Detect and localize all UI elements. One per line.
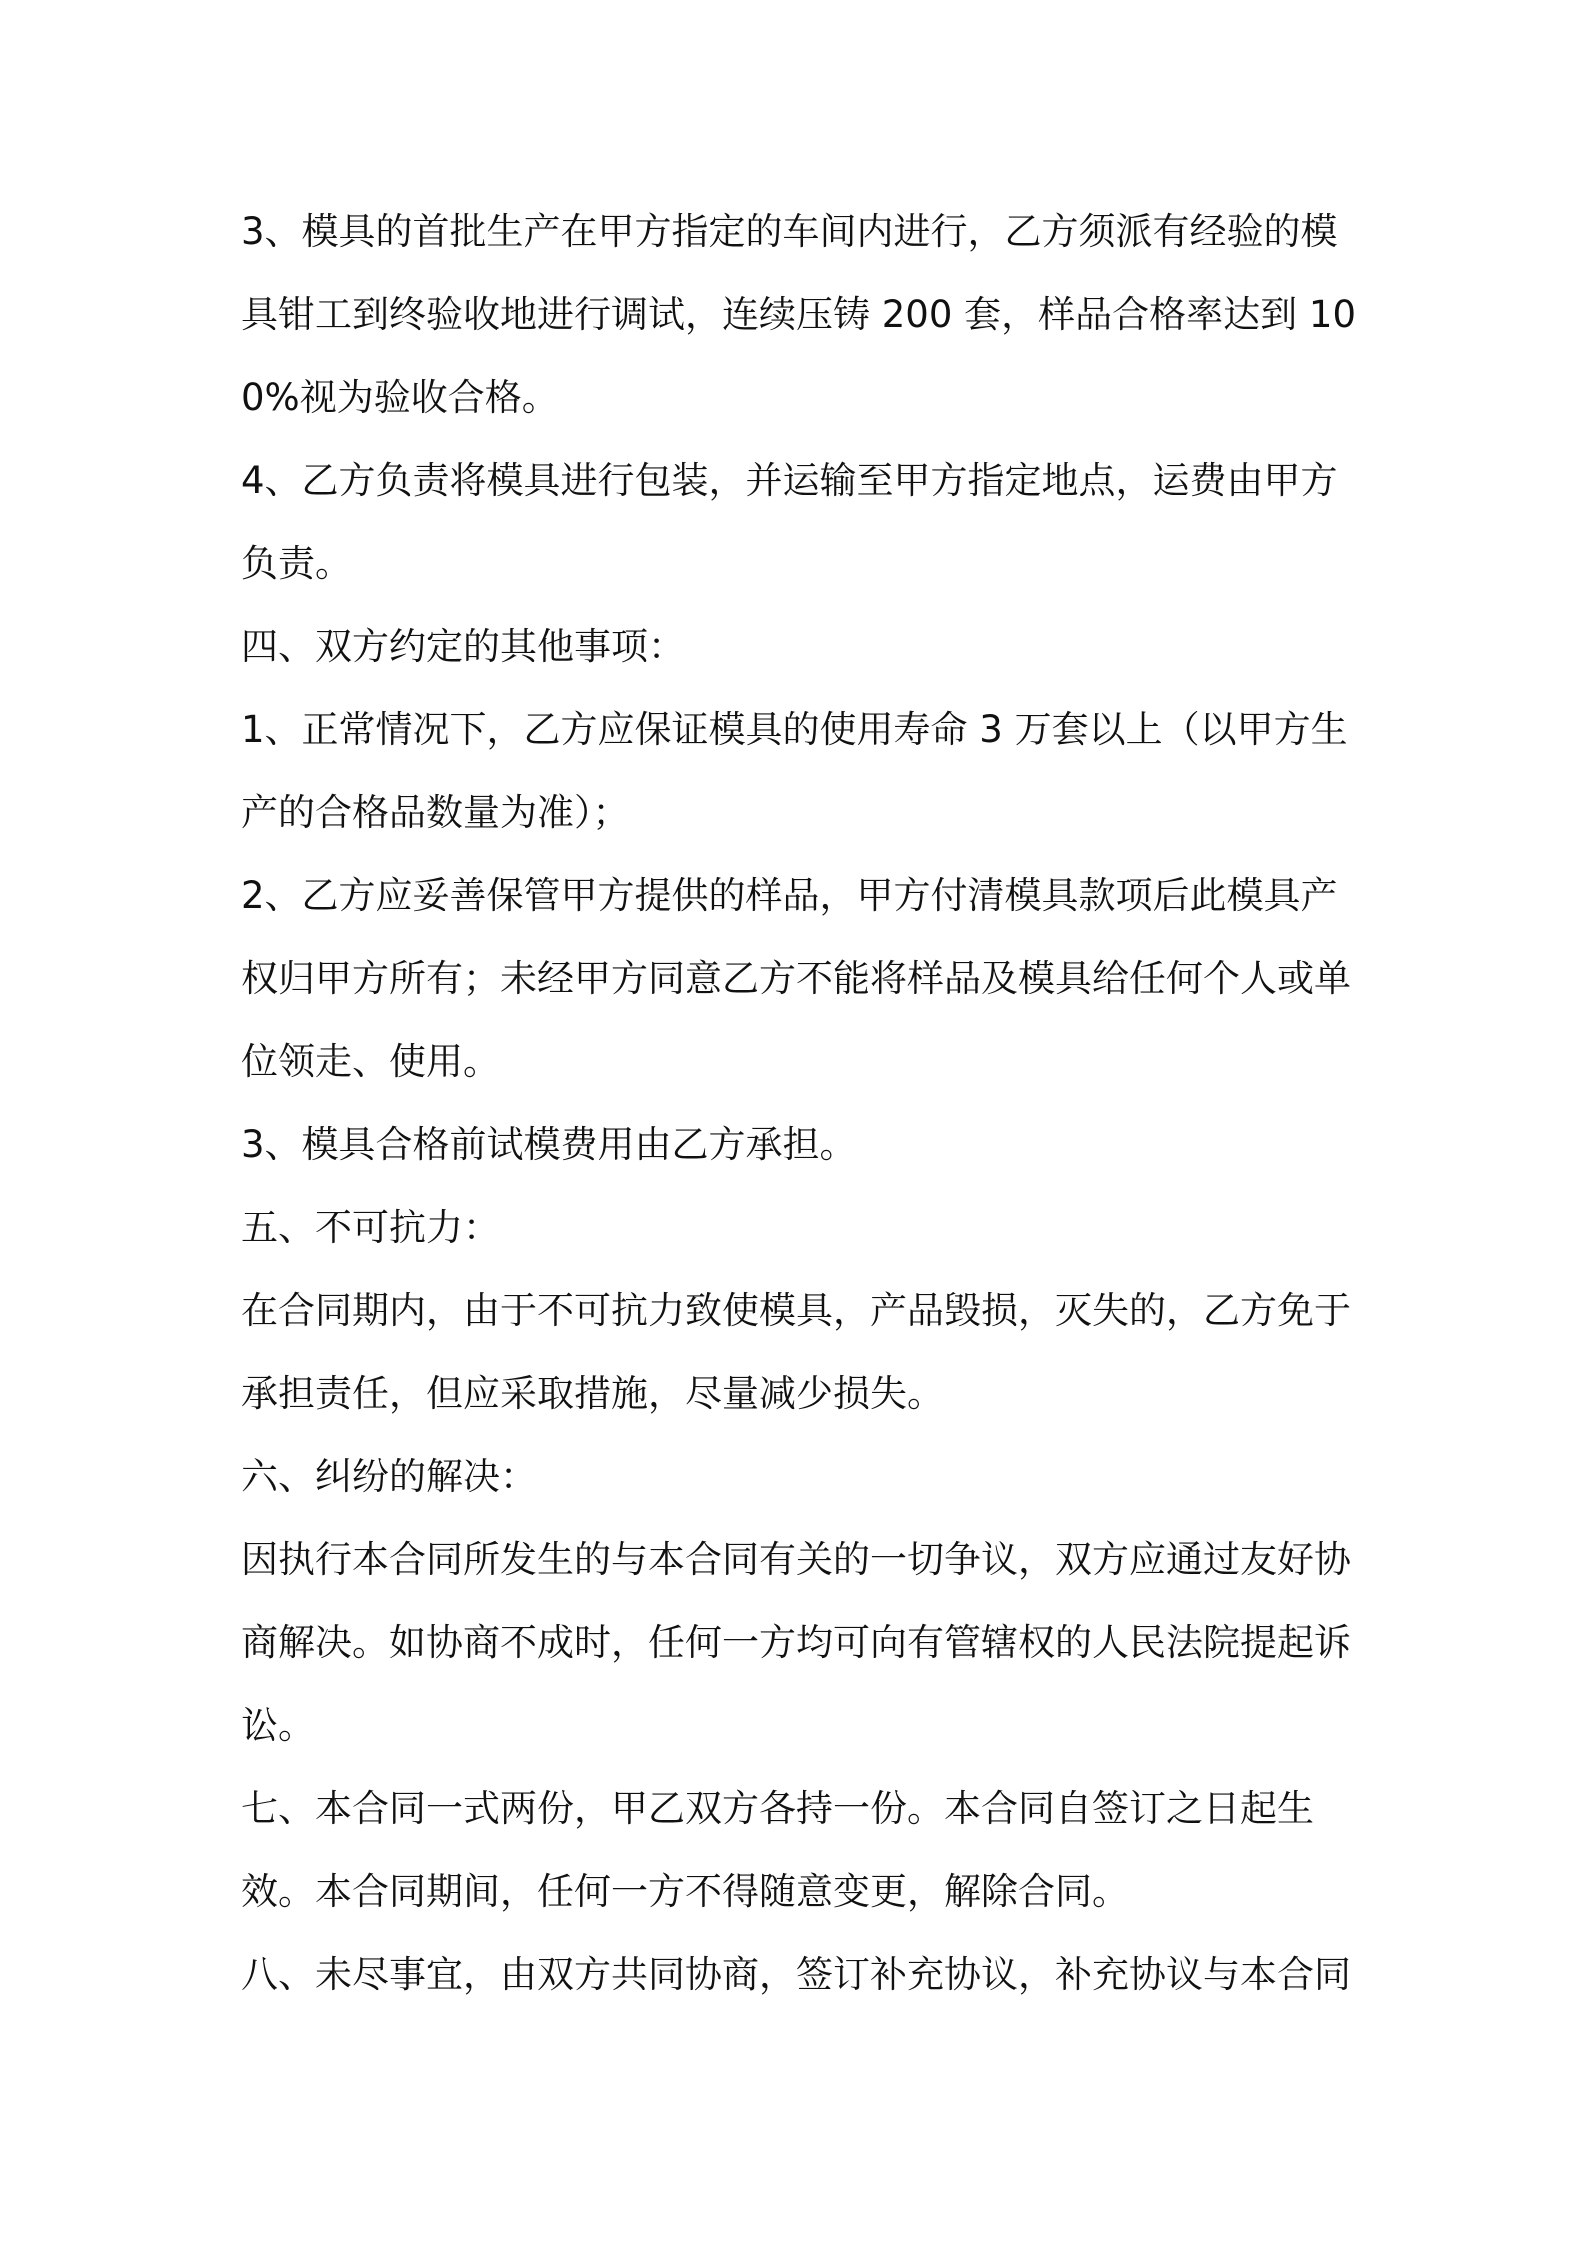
paragraph-sample-custody: 2、乙方应妥善保管甲方提供的样品，甲方付清模具款项后此模具产权归甲方所有；未经甲方同意乙方不能将样品及模具给任何个人或单位领走、使用。: [241, 874, 1351, 1083]
paragraph-copies-effectiveness: 七、本合同一式两份，甲乙双方各持一份。本合同自签订之日起生效。本合同期间，任何一方不得随意变更，解除合同。: [241, 1787, 1314, 1913]
section-heading-other-matters: 四、双方约定的其他事项：: [241, 625, 685, 668]
section-heading-force-majeure: 五、不可抗力：: [241, 1206, 500, 1249]
paragraph-trial-cost: 3、模具合格前试模费用由乙方承担。: [241, 1123, 857, 1166]
paragraph-mold-trial-production: 3、模具的首批生产在甲方指定的车间内进行，乙方须派有经验的模具钳工到终验收地进行调试，连续压铸 200 套，样品合格率达到 100%视为验收合格。: [241, 210, 1356, 419]
document-body: [241, 190, 1361, 2016]
paragraph-force-majeure: 在合同期内，由于不可抗力致使模具，产品毁损，灭失的，乙方免于承担责任，但应采取措施，尽量减少损失。: [241, 1289, 1351, 1415]
section-heading-dispute-resolution: 六、纠纷的解决：: [241, 1455, 537, 1498]
paragraph-dispute-resolution: 因执行本合同所发生的与本合同有关的一切争议，双方应通过友好协商解决。如协商不成时，任何一方均可向有管辖权的人民法院提起诉讼。: [241, 1538, 1351, 1747]
paragraph-packaging-transport: 4、乙方负责将模具进行包装，并运输至甲方指定地点，运费由甲方负责。: [241, 459, 1338, 585]
paragraph-outstanding-matters: 八、未尽事宜，由双方共同协商，签订补充协议，补充协议与本合同: [241, 1953, 1351, 1996]
paragraph-service-life: 1、正常情况下，乙方应保证模具的使用寿命 3 万套以上（以甲方生产的合格品数量为准）；: [241, 708, 1348, 834]
